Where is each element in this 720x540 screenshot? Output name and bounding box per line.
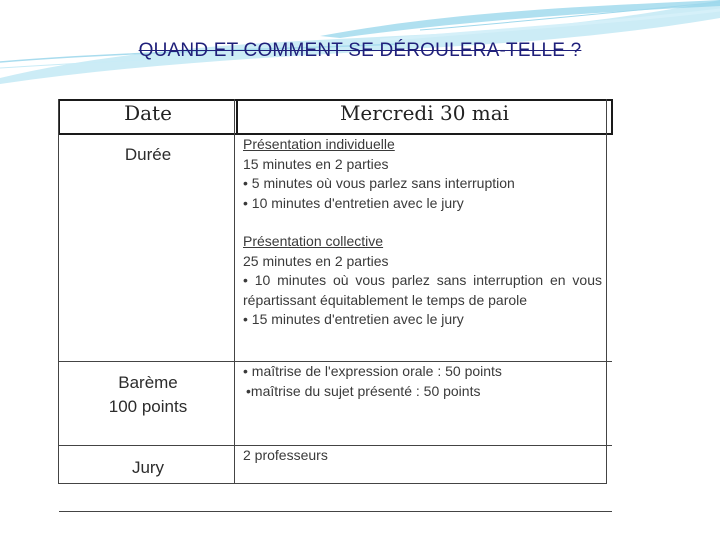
- table-row-jury: [59, 446, 612, 512]
- collective-line: 25 minutes en 2 parties: [243, 252, 389, 269]
- individual-line: 15 minutes en 2 parties: [243, 155, 389, 172]
- collective-heading: Présentation collective: [243, 233, 384, 249]
- table-row-duree: [59, 134, 612, 362]
- page-title: QUAND ET COMMENT SE DÉROULERA-TELLE ?: [138, 40, 582, 61]
- table-row-date: [59, 100, 612, 134]
- duree-content: [237, 134, 612, 362]
- date-label: Date: [59, 100, 237, 134]
- duree-label: Durée: [124, 145, 172, 164]
- bareme-content: [237, 362, 612, 446]
- individual-line: • 5 minutes où vous parlez sans interruption: [243, 175, 515, 191]
- jury-label: Jury: [59, 446, 237, 512]
- bareme-label: Barème 100 points: [59, 362, 237, 446]
- column-divider: [234, 99, 235, 484]
- collective-line: • 10 minutes où vous parlez sans interruption en vous répartissant équitablement le temps de parole: [243, 272, 602, 308]
- bareme-line: • maîtrise de l'expression orale : 50 points: [243, 363, 502, 379]
- individual-line: • 10 minutes d'entretien avec le jury: [243, 194, 464, 211]
- info-table: [58, 99, 613, 512]
- table-row-bareme: [59, 362, 612, 446]
- bareme-line: •maîtrise du sujet présenté : 50 points: [246, 382, 481, 399]
- jury-value: 2 professeurs: [237, 446, 612, 512]
- date-value: Mercredi 30 mai: [237, 100, 612, 134]
- individual-heading: Présentation individuelle: [243, 136, 395, 152]
- collective-line: • 15 minutes d'entretien avec le jury: [243, 311, 464, 327]
